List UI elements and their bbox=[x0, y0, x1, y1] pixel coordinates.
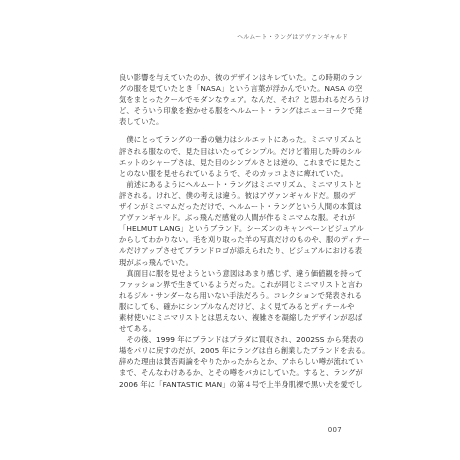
text-line: からしてわかりない。毛を刈り取った羊の写真だけのものや、服のディテー bbox=[119, 235, 370, 245]
text-line: ザインがミニマムだっただけで、ヘルムート・ラングという人間の本質は bbox=[119, 202, 362, 212]
text-line: ど、そういう印象を抱かせる服をヘルムート・ラングはニューヨークで発 bbox=[119, 106, 363, 116]
text-line: まで、そんなわけあるか、とその噂をバカにしていた。すると、ラングが bbox=[119, 368, 363, 378]
text-line: 良い影響を与えていたのか、彼のデザインはキレていた。この時期のラン bbox=[119, 73, 363, 82]
paragraph-gap bbox=[119, 127, 344, 134]
text-line: 前述にあるようにヘルムート・ラングはミニマリズム、ミニマリストと bbox=[119, 179, 363, 189]
text-line: 素材使いにミニマリストとは思えない、複雑さを凝縮したデザインが忍ば bbox=[119, 312, 363, 322]
paragraph-2 bbox=[119, 134, 363, 178]
text-line: 辞めた理由は賛否両論をやりたかったからとか、アホらしい噂が流れてい bbox=[119, 357, 364, 367]
running-head: ヘルムート・ラングはアヴァンギャルド bbox=[237, 34, 348, 41]
text-line: 現がぶっ飛んでいた。 bbox=[119, 257, 193, 267]
text-line: 表していた。 bbox=[119, 117, 164, 127]
text-line: エットのシャープさは、見た目のシンプルさとは逆の、これまでに見たこ bbox=[119, 157, 362, 167]
text-line: とのない服を見せられているようで、そのカッコよさに痺れていた。 bbox=[119, 168, 349, 178]
text-line: 評される服なので、見た目はいたってシンプル。だけど着用した時のシル bbox=[119, 146, 362, 156]
text-line: グの服を見ていたとき「NASA」という言葉が浮かんでいた。NASA の空 bbox=[119, 84, 363, 94]
text-line: その後、1999 年にブランドはプラダに買収され、2002SS から発表の bbox=[119, 335, 364, 345]
text-line: ファッション界で生きているようだった。これが同じミニマリストと言わ bbox=[119, 279, 363, 289]
text-line: 服にしても、確かにシンプルなんだけど、よく見てみるとディテールや bbox=[119, 301, 355, 311]
text-line: 評される。けれど、僕の考えは違う。彼はアヴァンギャルドだ。服のデ bbox=[119, 190, 356, 200]
body-text bbox=[119, 72, 370, 390]
text-line: れるジル・サンダーなら用いない手法だろう。コレクションで発表される bbox=[119, 290, 362, 300]
paragraph-3 bbox=[119, 179, 370, 268]
text-line: 「HELMUT LANG」というブランド。シーズンのキャンペーンビジュアル bbox=[119, 224, 364, 234]
text-line: ルだけアップさせてブランドロゴが添えられたり、ビジュアルにおける表 bbox=[119, 246, 363, 256]
text-line: せてある。 bbox=[119, 324, 156, 334]
text-line: アヴァンギャルド。ぶっ飛んだ感覚の人間が作るミニマムな服。それが bbox=[119, 213, 355, 223]
text-line: 2006 年に「FANTASTIC MAN」の第４号で上半身肌裸で黒い犬を愛でし bbox=[119, 379, 363, 389]
text-line: 気をまとったクールでモダンなウェア。なんだ、それ？と思われるだろうけ bbox=[119, 95, 370, 105]
text-line: 場をパリに戻すのだが、2005 年にラングは自ら創業したブランドを去る。 bbox=[119, 346, 370, 356]
paragraph-5 bbox=[119, 334, 370, 389]
text-line: 真面目に服を見せようという意図はあまり感じず、違う価値観を持って bbox=[119, 268, 363, 278]
paragraph-1 bbox=[119, 72, 370, 127]
paragraph-4 bbox=[119, 268, 363, 335]
text-line: 僕にとってラングの一番の魅力はシルエットにあった。ミニマリズムと bbox=[119, 135, 363, 145]
page-number: 007 bbox=[327, 426, 342, 434]
